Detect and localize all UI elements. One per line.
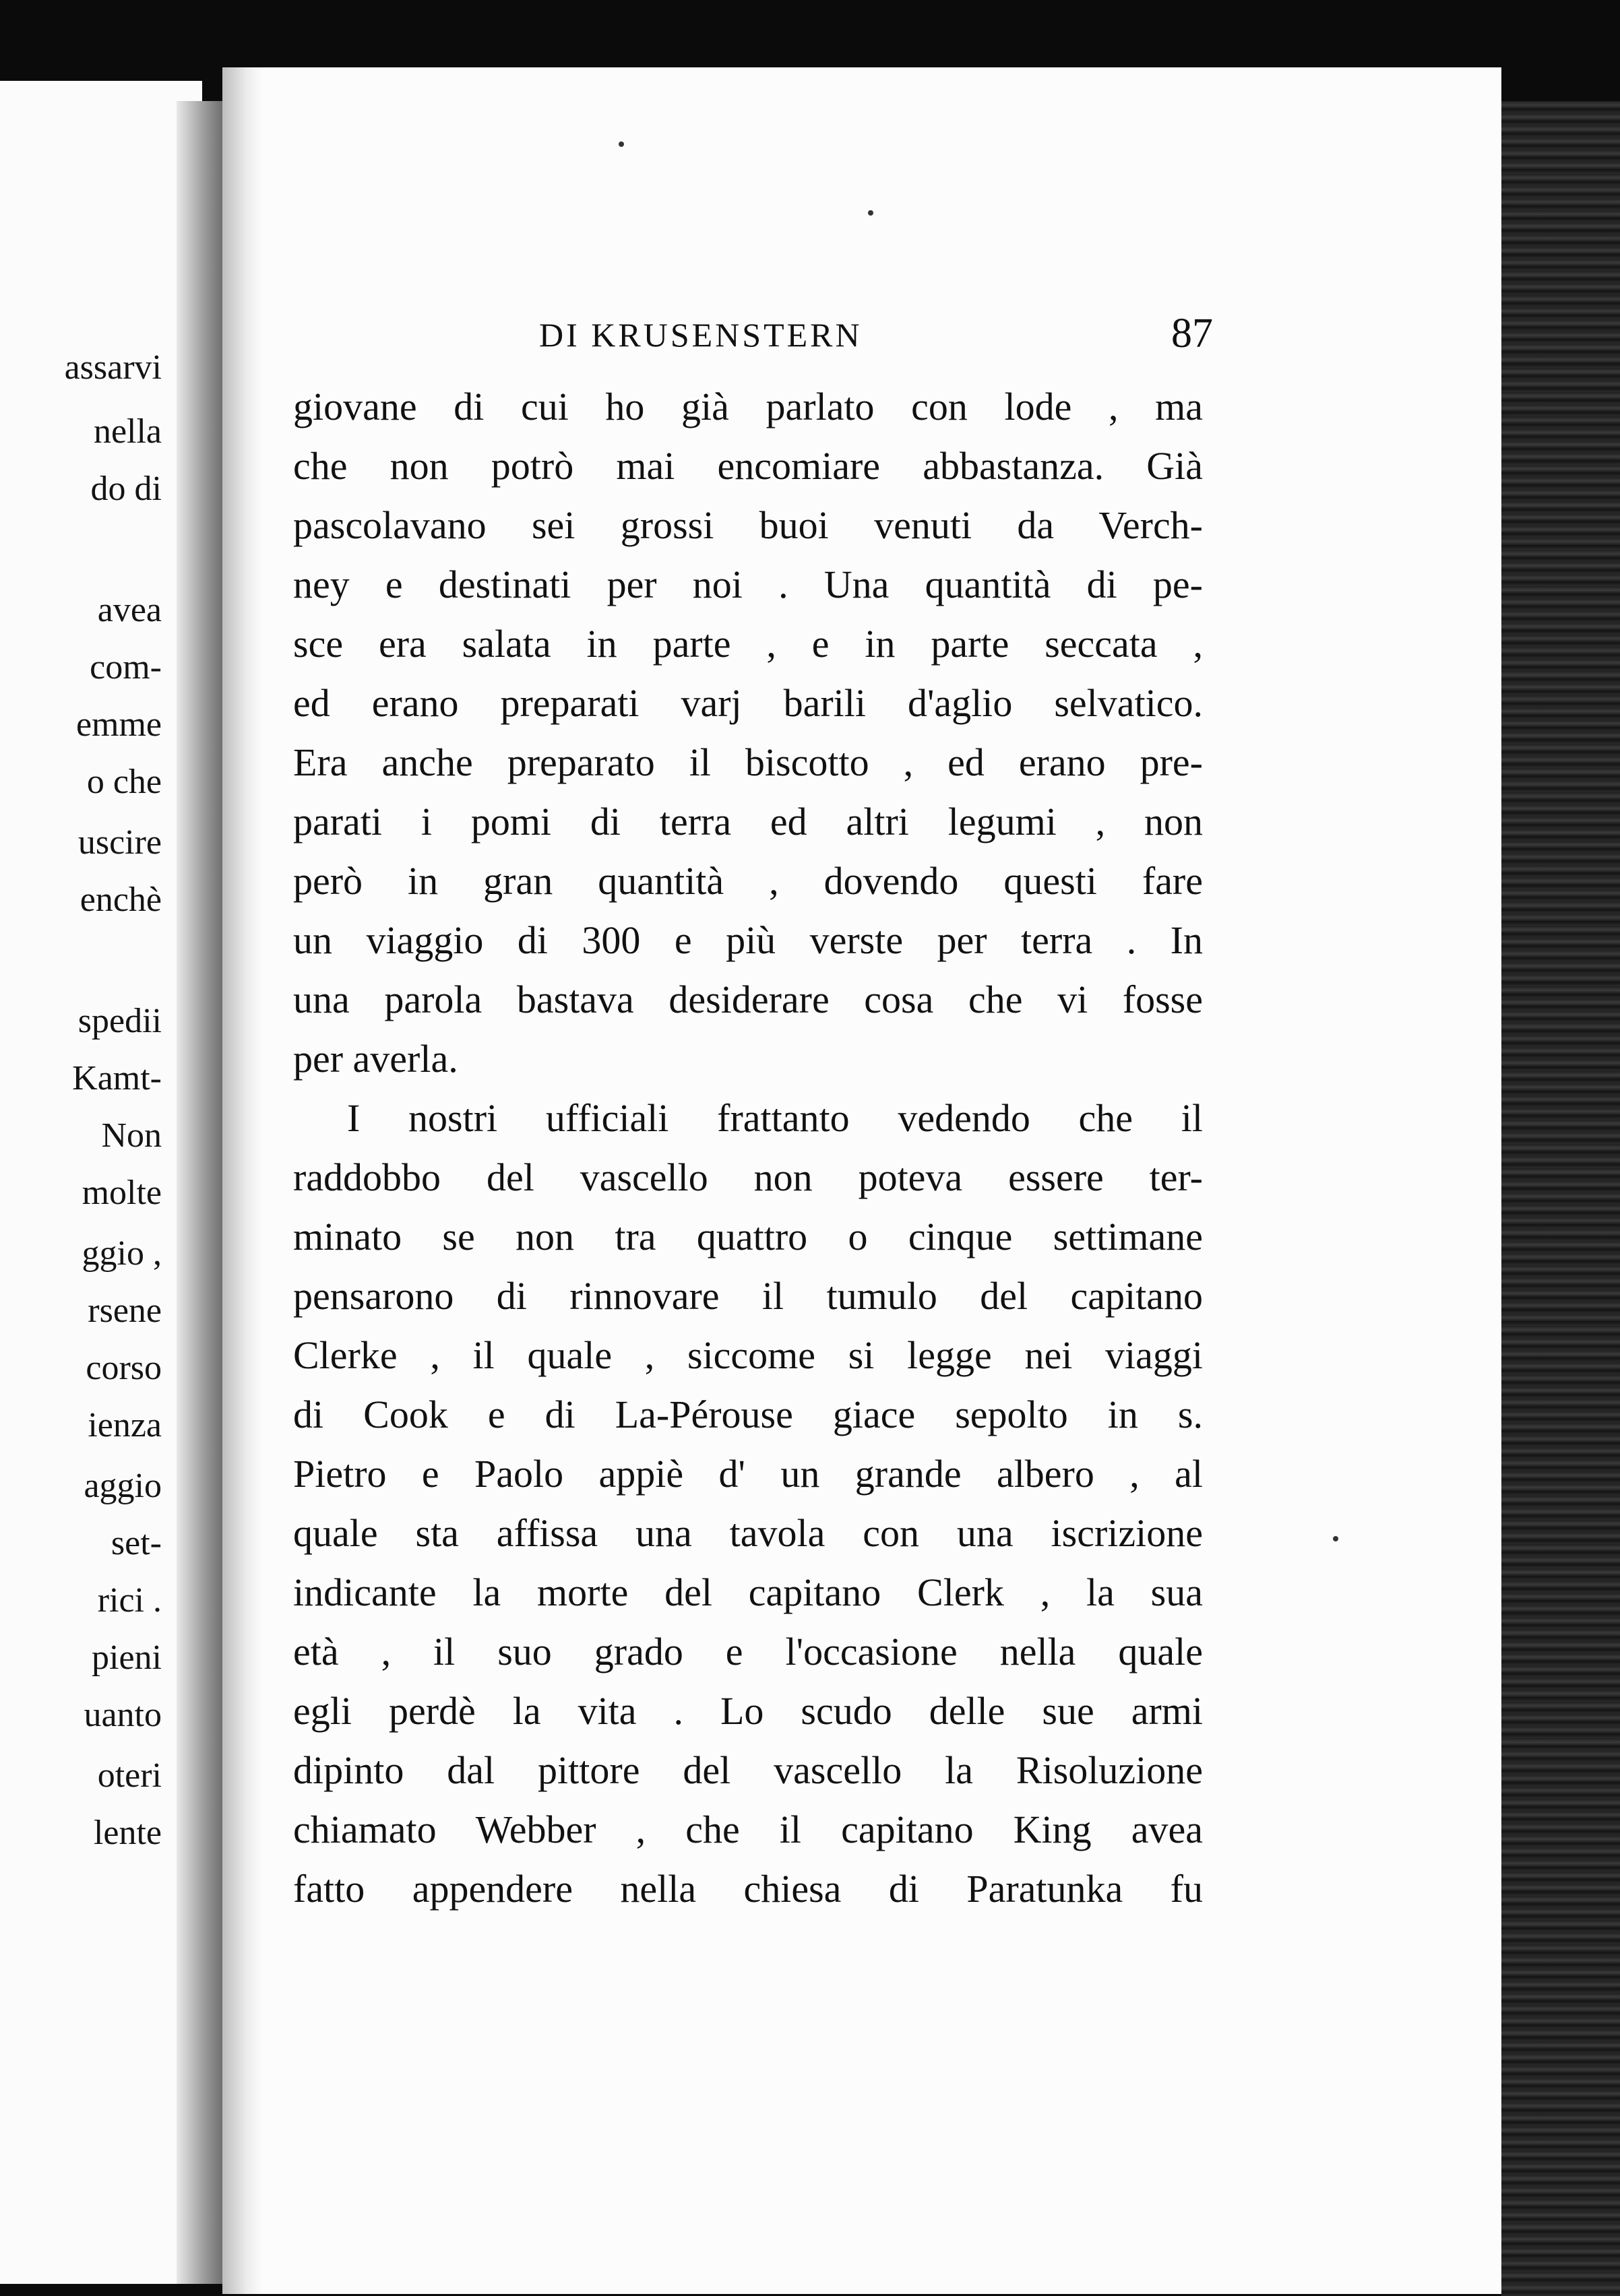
text-line: ney e destinati per noi . Una quantità di pe- (293, 563, 1203, 606)
text-line: che non potrò mai encomiare abbastanza. Già (293, 444, 1203, 488)
page-shadow (222, 67, 263, 2294)
text-line: sce era salata in parte , e in parte seccata , (293, 622, 1203, 666)
left-page-fragment: ggio , (82, 1234, 162, 1273)
left-page-fragment: rici . (97, 1581, 162, 1620)
text-line: indicante la morte del capitano Clerk , la sua (293, 1570, 1203, 1614)
left-page-fragment: set- (111, 1524, 162, 1562)
text-line: Era anche preparato il biscotto , ed erano pre- (293, 740, 1203, 784)
text-line: parati i pomi di terra ed altri legumi , non (293, 800, 1203, 843)
text-line: fatto appendere nella chiesa di Paratunka fu (293, 1867, 1203, 1911)
text-line: Clerke , il quale , siccome si legge nei viaggi (293, 1333, 1203, 1377)
left-page-fragment: nella (93, 412, 162, 451)
left-page-fragment: spedii (77, 1002, 162, 1040)
dust-speck (868, 210, 873, 216)
left-page (0, 81, 202, 2284)
left-page-fragment: emme (75, 705, 162, 744)
left-page-fragment: molte (82, 1174, 162, 1212)
page-header (297, 310, 1213, 364)
text-line: per averla. (293, 1037, 458, 1081)
left-page-fragment: do di (90, 470, 162, 508)
left-page-fragment: Kamt- (72, 1059, 162, 1097)
text-line: età , il suo grado e l'occasione nella quale (293, 1630, 1203, 1673)
dust-speck (1333, 1536, 1338, 1541)
left-page-fragment: oteri (97, 1756, 162, 1795)
text-line: Pietro e Paolo appiè d' un grande albero , al (293, 1452, 1203, 1496)
left-page-fragment: uanto (84, 1696, 162, 1734)
text-line: dipinto dal pittore del vascello la Risoluzione (293, 1748, 1203, 1792)
body-text (293, 377, 1203, 1919)
left-page-fragment: com- (90, 648, 162, 687)
left-page-fragment: lente (93, 1814, 162, 1852)
left-page-fragment: aggio (84, 1467, 162, 1505)
left-page-fragment: avea (97, 591, 162, 629)
left-page-fragment: corso (86, 1349, 162, 1387)
text-line: quale sta affissa una tavola con una iscrizione (293, 1511, 1203, 1555)
left-page-fragment: o che (86, 763, 162, 801)
left-page-fragment: uscire (77, 823, 162, 862)
page-number: 87 (1171, 311, 1213, 356)
text-line: una parola bastava desiderare cosa che vi fosse (293, 978, 1203, 1021)
left-page-fragment: enchè (80, 881, 162, 919)
text-line: giovane di cui ho già parlato con lode , ma (293, 385, 1203, 428)
running-head: DI KRUSENSTERN (539, 316, 863, 354)
text-line: egli perdè la vita . Lo scudo delle sue armi (293, 1689, 1203, 1733)
text-line: minato se non tra quattro o cinque settimane (293, 1215, 1203, 1258)
text-line: ed erano preparati varj barili d'aglio selvatico. (293, 681, 1203, 725)
dust-speck (619, 141, 624, 147)
left-page-fragment: assarvi (64, 348, 162, 387)
left-page-fragment: Non (101, 1116, 162, 1155)
left-page-fragment: ienza (88, 1406, 162, 1444)
text-line: pascolavano sei grossi buoi venuti da Verch- (293, 503, 1203, 547)
text-line: di Cook e di La-Pérouse giace sepolto in s. (293, 1393, 1203, 1436)
text-line: un viaggio di 300 e più verste per terra . In (293, 918, 1203, 962)
text-line: raddobbo del vascello non poteva essere ter- (293, 1155, 1203, 1199)
text-line: però in gran quantità , dovendo questi fare (293, 859, 1203, 903)
text-line: pensarono di rinnovare il tumulo del capitano (293, 1274, 1203, 1318)
text-line: I nostri ufficiali frattanto vedendo che il (347, 1096, 1203, 1140)
text-line: chiamato Webber , che il capitano King avea (293, 1808, 1203, 1851)
book-edge (1501, 101, 1620, 2296)
left-page-fragment: rsene (88, 1292, 162, 1330)
left-page-fragment: pieni (92, 1638, 162, 1677)
